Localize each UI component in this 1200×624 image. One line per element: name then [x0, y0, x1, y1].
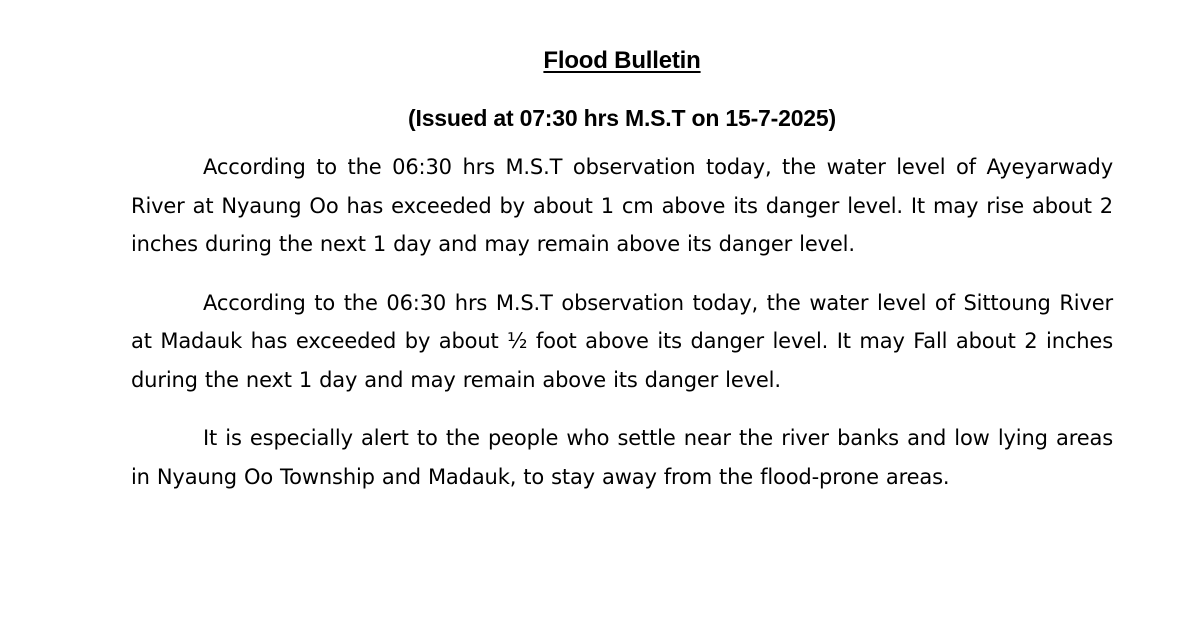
issued-line: (Issued at 07:30 hrs M.S.T on 15-7-2025)	[408, 105, 836, 131]
bulletin-title	[131, 40, 1113, 82]
bulletin-document	[131, 40, 1113, 516]
paragraph-alert: It is especially alert to the people who settle near the river banks and low lying areas in Nyaung Oo Township and Madauk, to stay away from the flood-prone areas.	[131, 426, 1113, 489]
paragraph-sittoung: According to the 06:30 hrs M.S.T observation today, the water level of Sittoung River at Madauk has exceeded by about ½ foot above its danger level. It may Fall about 2 inches during the next 1 day and may remain above its danger level.	[131, 290, 1113, 392]
bulletin-title-text: Flood Bulletin	[543, 47, 701, 74]
paragraph-ayeyarwady: According to the 06:30 hrs M.S.T observation today, the water level of Ayeyarwady River at Nyaung Oo has exceeded by about 1 cm above its danger level. It may rise about 2 inches during the next 1 day and may remain above its danger level.	[131, 155, 1113, 256]
